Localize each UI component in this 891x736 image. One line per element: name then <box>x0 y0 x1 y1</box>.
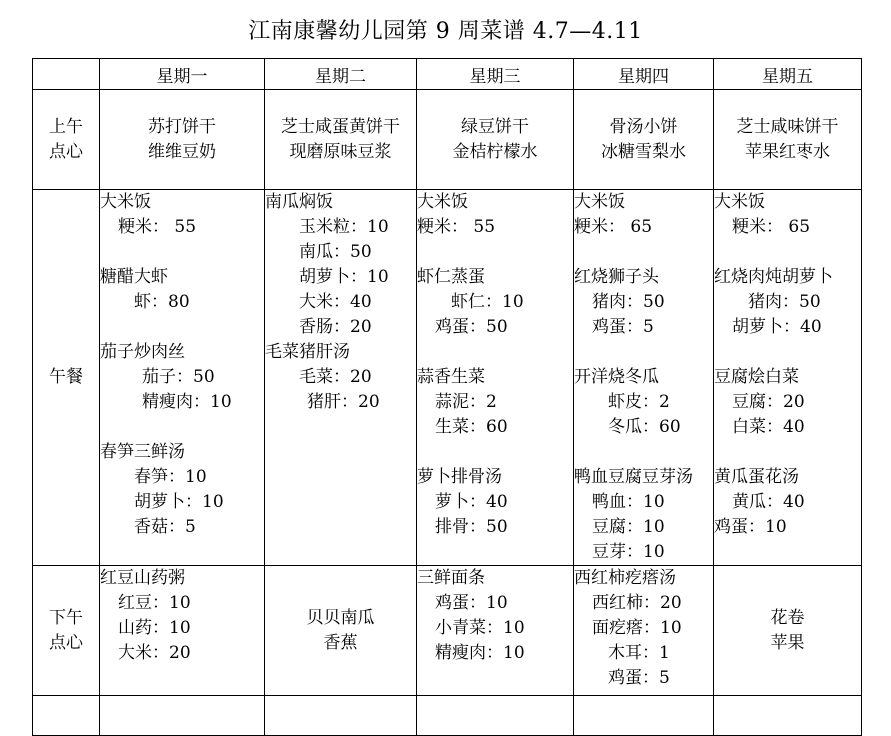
morning-snack-row <box>33 90 862 190</box>
menu-line: 白菜：40 <box>732 417 805 437</box>
menu-line: 蒜泥：2 <box>435 392 497 412</box>
row-label-line: 点心 <box>49 632 83 653</box>
menu-item: 苏打饼干 <box>148 116 216 137</box>
menu-item: 贝贝南瓜 <box>306 607 375 628</box>
empty-cell <box>574 696 714 736</box>
menu-line: 大米：20 <box>118 643 191 663</box>
menu-line: 西红柿：20 <box>592 593 682 613</box>
menu-line: 红烧狮子头 <box>574 267 659 287</box>
menu-line: 冬瓜：60 <box>608 417 681 437</box>
lunch-cell <box>574 190 714 566</box>
menu-line: 毛菜猪肝汤 <box>265 342 350 362</box>
menu-line: 精瘦肉：10 <box>435 643 525 663</box>
row-label-line: 下午 <box>49 607 83 628</box>
menu-line: 面疙瘩：10 <box>592 618 682 638</box>
empty-cell <box>100 696 265 736</box>
menu-table <box>32 58 862 736</box>
menu-line: 大米饭 <box>417 192 468 212</box>
corner-cell <box>33 59 100 90</box>
page-title: 江南康馨幼儿园第 9 周菜谱 4.7—4.11 <box>248 19 643 44</box>
afternoon-cell <box>265 566 417 696</box>
menu-line: 鸡蛋：5 <box>608 668 670 688</box>
menu-line: 糖醋大虾 <box>100 267 168 287</box>
menu-line: 虾皮：2 <box>608 392 670 412</box>
menu-line: 虾仁蒸蛋 <box>417 267 485 287</box>
menu-line: 鸭血：10 <box>592 492 665 512</box>
menu-line: 三鲜面条 <box>417 568 485 588</box>
menu-line: 排骨：50 <box>435 517 508 537</box>
spacer-line <box>100 315 264 340</box>
lunch-cell <box>417 190 574 566</box>
menu-line: 茄子：50 <box>142 367 215 387</box>
menu-line: 虾：80 <box>134 292 190 312</box>
menu-item: 苹果红枣水 <box>745 141 830 162</box>
menu-line: 鸡蛋：50 <box>435 317 508 337</box>
morning-cell <box>714 90 862 190</box>
menu-line: 虾仁：10 <box>451 292 524 312</box>
menu-line: 粳米： 55 <box>417 217 496 237</box>
menu-line: 蒜香生菜 <box>417 367 485 387</box>
menu-line: 豆芽：10 <box>592 542 665 562</box>
menu-line: 粳米： 65 <box>574 217 653 237</box>
menu-line: 鸡蛋：10 <box>714 517 787 537</box>
menu-line: 南瓜焖饭 <box>265 192 333 212</box>
menu-line: 胡萝卜：10 <box>299 267 389 287</box>
empty-cell <box>265 696 417 736</box>
menu-line: 南瓜：50 <box>299 242 372 262</box>
empty-cell <box>417 696 574 736</box>
spacer-line <box>574 240 713 265</box>
menu-line: 大米饭 <box>574 192 625 212</box>
morning-cell <box>574 90 714 190</box>
menu-line: 豆腐：20 <box>732 392 805 412</box>
menu-item: 苹果 <box>770 632 805 653</box>
lunch-cell <box>714 190 862 566</box>
menu-line: 大米：40 <box>299 292 372 312</box>
row-label-afternoon-snack <box>33 566 100 696</box>
menu-item: 芝士咸蛋黄饼干 <box>281 116 400 137</box>
menu-line: 萝卜：40 <box>435 492 508 512</box>
menu-line: 猪肉：50 <box>748 292 821 312</box>
menu-line: 大米饭 <box>100 192 151 212</box>
day-header: 星期二 <box>265 59 417 90</box>
menu-line: 茄子炒肉丝 <box>100 342 185 362</box>
spacer-line <box>574 440 713 465</box>
menu-line: 生菜：60 <box>435 417 508 437</box>
afternoon-snack-row <box>33 566 862 696</box>
spacer-line <box>417 240 573 265</box>
menu-line: 红烧肉炖胡萝卜 <box>714 267 833 287</box>
menu-item: 骨汤小饼 <box>609 116 678 137</box>
menu-line: 豆腐烩白菜 <box>714 367 799 387</box>
menu-line: 猪肉：50 <box>592 292 665 312</box>
row-label-morning-snack <box>33 90 100 190</box>
menu-line: 西红柿疙瘩汤 <box>574 568 676 588</box>
menu-line: 山药：10 <box>118 618 191 638</box>
header-row <box>33 59 862 90</box>
spacer-line <box>417 440 573 465</box>
menu-line: 大米饭 <box>714 192 765 212</box>
spacer-line <box>100 240 264 265</box>
menu-line: 香菇：5 <box>134 517 196 537</box>
menu-item: 维维豆奶 <box>148 141 216 162</box>
morning-cell <box>265 90 417 190</box>
afternoon-cell <box>574 566 714 696</box>
menu-line: 红豆：10 <box>118 593 191 613</box>
menu-item: 金桔柠檬水 <box>452 141 538 162</box>
morning-cell <box>100 90 265 190</box>
menu-line: 玉米粒：10 <box>299 217 389 237</box>
menu-line: 小青菜：10 <box>435 618 525 638</box>
menu-line: 猪肝：20 <box>307 392 380 412</box>
menu-item: 现磨原味豆浆 <box>289 141 392 162</box>
menu-line: 胡萝卜：10 <box>134 492 224 512</box>
day-header: 星期一 <box>100 59 265 90</box>
spacer-line <box>100 415 264 440</box>
day-header: 星期三 <box>417 59 574 90</box>
menu-line: 豆腐：10 <box>592 517 665 537</box>
spacer-line <box>417 340 573 365</box>
menu-line: 粳米： 55 <box>118 217 197 237</box>
menu-line: 香肠：20 <box>299 317 372 337</box>
lunch-cell <box>100 190 265 566</box>
menu-line: 春笋：10 <box>134 467 207 487</box>
empty-cell <box>33 696 100 736</box>
menu-line: 黄瓜：40 <box>732 492 805 512</box>
spacer-line <box>714 440 861 465</box>
lunch-row <box>33 190 862 566</box>
menu-line: 木耳：1 <box>608 643 670 663</box>
menu-item: 芝士咸味饼干 <box>736 116 839 137</box>
menu-line: 春笋三鲜汤 <box>100 442 185 462</box>
spacer-line <box>714 340 861 365</box>
spacer-line <box>574 340 713 365</box>
menu-item: 绿豆饼干 <box>461 116 529 137</box>
row-label-line: 点心 <box>49 141 83 162</box>
empty-cell <box>714 696 862 736</box>
lunch-cell <box>265 190 417 566</box>
next-row <box>33 696 862 736</box>
menu-item: 冰糖雪梨水 <box>601 141 686 162</box>
menu-line: 鸭血豆腐豆芽汤 <box>574 467 693 487</box>
day-header: 星期五 <box>714 59 862 90</box>
menu-line: 胡萝卜：40 <box>732 317 822 337</box>
afternoon-cell <box>417 566 574 696</box>
menu-line: 鸡蛋：5 <box>592 317 654 337</box>
menu-item: 花卷 <box>770 607 805 628</box>
day-header: 星期四 <box>574 59 714 90</box>
menu-line: 黄瓜蛋花汤 <box>714 467 799 487</box>
row-label-line: 上午 <box>49 116 83 137</box>
menu-line: 粳米： 65 <box>732 217 811 237</box>
menu-line: 鸡蛋：10 <box>435 593 508 613</box>
morning-cell <box>417 90 574 190</box>
menu-line: 精瘦肉：10 <box>142 392 232 412</box>
spacer-line <box>714 240 861 265</box>
afternoon-cell <box>714 566 862 696</box>
menu-line: 红豆山药粥 <box>100 568 185 588</box>
menu-line: 萝卜排骨汤 <box>417 467 502 487</box>
row-label-lunch: 午餐 <box>33 190 100 566</box>
menu-line: 毛菜：20 <box>299 367 372 387</box>
afternoon-cell <box>100 566 265 696</box>
menu-item: 香蕉 <box>323 632 358 653</box>
menu-line: 开洋烧冬瓜 <box>574 367 659 387</box>
